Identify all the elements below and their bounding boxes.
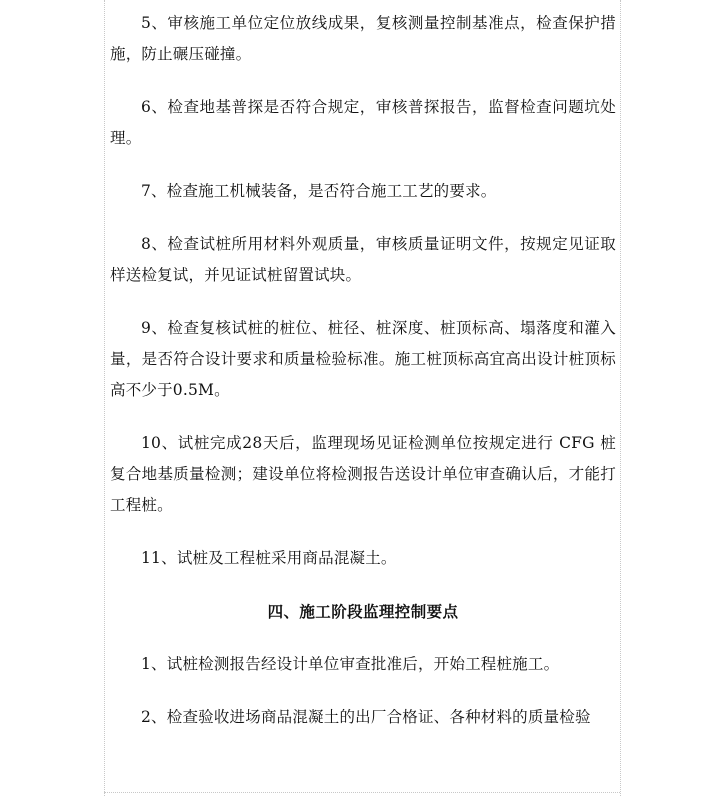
paragraph-item-2: 2、检查验收进场商品混凝土的出厂合格证、各种材料的质量检验 [141,708,591,726]
left-margin-guide [104,0,105,796]
paragraph-item-9: 9、检查复核试桩的桩位、桩径、桩深度、桩顶标高、塌落度和灌入量，是否符合设计要求和质量检验标准。施工桩顶标高宜高出设计桩顶标高不少于0.5M。 [110,319,616,399]
paragraph-item-7: 7、检查施工机械装备，是否符合施工工艺的要求。 [141,182,497,200]
document-body [110,8,616,755]
paragraph-item-10: 10、试桩完成28天后，监理现场见证检测单位按规定进行 CFG 桩复合地基质量检测；建设单位将检测报告送设计单位审查确认后，才能打工程桩。 [110,434,616,514]
paragraph-item-5: 5、审核施工单位定位放线成果，复核测量控制基准点，检查保护措施，防止碾压碰撞。 [110,14,616,63]
paragraph-item-8: 8、检查试桩所用材料外观质量，审核质量证明文件，按规定见证取样送检复试，并见证试桩留置试块。 [110,235,616,284]
paragraph-item-1: 1、试桩检测报告经设计单位审查批准后，开始工程桩施工。 [141,655,560,673]
right-margin-guide [620,0,621,796]
paragraph-item-6: 6、检查地基普探是否符合规定，审核普探报告，监督检查问题坑处理。 [110,98,616,147]
section-heading: 四、施工阶段监理控制要点 [267,602,459,621]
paragraph-item-11: 11、试桩及工程桩采用商品混凝土。 [141,549,397,567]
bottom-margin-guide [104,792,620,793]
